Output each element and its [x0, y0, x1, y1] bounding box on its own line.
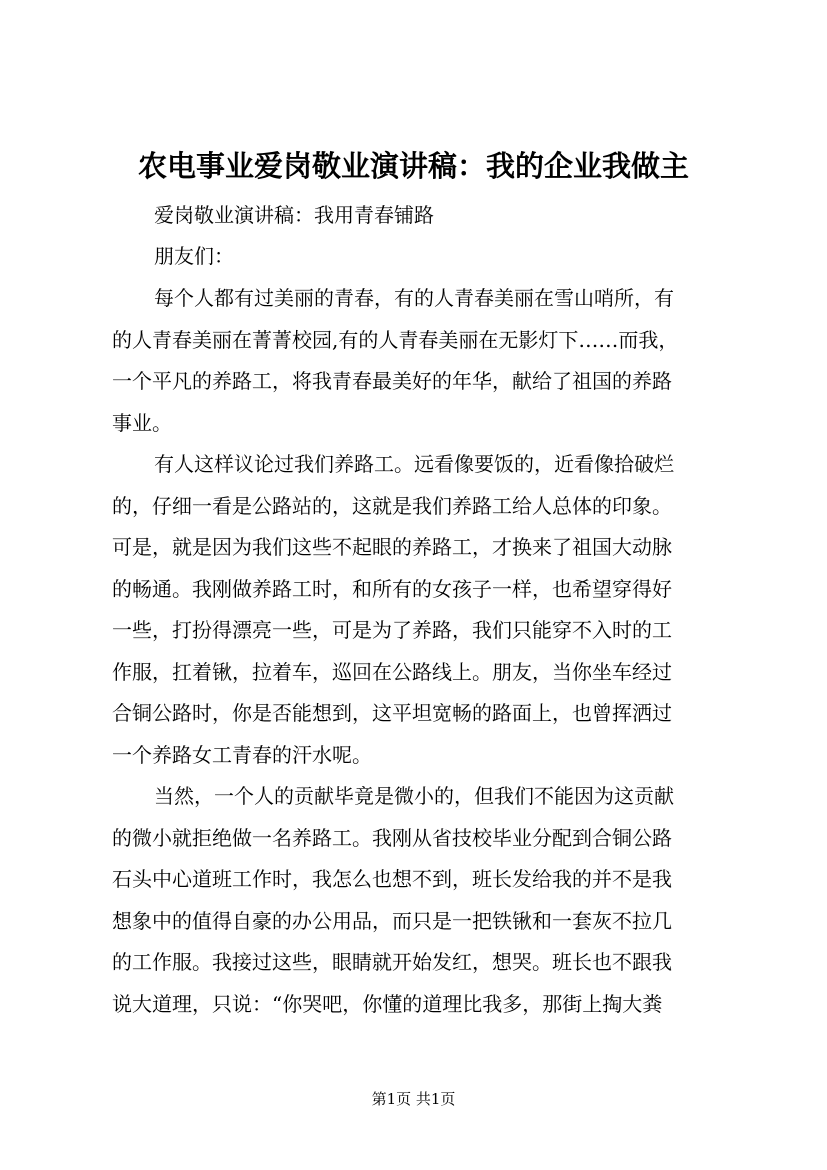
paragraph-line: 的畅通。我刚做养路工时，和所有的女孩子一样，也希望穿得好: [112, 576, 672, 601]
paragraph-line: 一个平凡的养路工，将我青春最美好的年华，献给了祖国的养路: [112, 369, 672, 393]
document-title: 农电事业爱岗敬业演讲稿：我的企业我做主: [137, 149, 689, 183]
paragraph-line: 当然，一个人的贡献毕竟是微小的，但我们不能因为这贡献: [154, 784, 674, 808]
paragraph-line: 的，仔细一看是公路站的，这就是我们养路工给人总体的印象。: [112, 493, 672, 518]
paragraph-line: 的工作服。我接过这些，眼睛就开始发红，想哭。班长也不跟我: [112, 950, 672, 974]
paragraph-line: 想象中的值得自豪的办公用品，而只是一把铁锹和一套灰不拉几: [112, 908, 672, 933]
greeting-paragraph: [112, 236, 732, 278]
paragraph-line: 合铜公路时，你是否能想到，这平坦宽畅的路面上，也曾挥洒过: [112, 701, 672, 725]
paragraph-line: 一个养路女工青春的汗水呢。: [112, 742, 372, 767]
paragraph-line: 石头中心道班工作时，我怎么也想不到，班长发给我的并不是我: [112, 867, 672, 891]
subtitle-line: 爱岗敬业演讲稿：我用青春铺路: [154, 203, 434, 227]
paragraph-line: 的人青春美丽在菁菁校园,有的人青春美丽在无影灯下……而我，: [112, 327, 679, 352]
paragraph-line: 作服，扛着锹，拉着车，巡回在公路线上。朋友，当你坐车经过: [112, 659, 672, 684]
subtitle-paragraph: [112, 195, 732, 237]
greeting-line: 朋友们：: [154, 244, 234, 268]
paragraph-1: [112, 278, 732, 444]
paragraph-3: [112, 776, 732, 1025]
paragraph-line: 说大道理，只说：“你哭吧，你懂的道理比我多，那街上掏大粪: [112, 991, 663, 1016]
paragraph-line: 的微小就拒绝做一名养路工。我刚从省技校毕业分配到合铜公路: [112, 825, 672, 850]
paragraph-line: 有人这样议论过我们养路工。远看像要饭的，近看像拾破烂: [154, 452, 674, 476]
paragraph-line: 每个人都有过美丽的青春，有的人青春美丽在雪山哨所，有: [154, 286, 674, 310]
paragraph-2: [112, 444, 732, 776]
page-number-footer: 第1页 共1页: [371, 1090, 456, 1108]
paragraph-line: 可是，就是因为我们这些不起眼的养路工，才换来了祖国大动脉: [112, 535, 672, 559]
paragraph-line: 一些，打扮得漂亮一些，可是为了养路，我们只能穿不入时的工: [112, 618, 672, 642]
paragraph-line: 事业。: [112, 410, 172, 435]
